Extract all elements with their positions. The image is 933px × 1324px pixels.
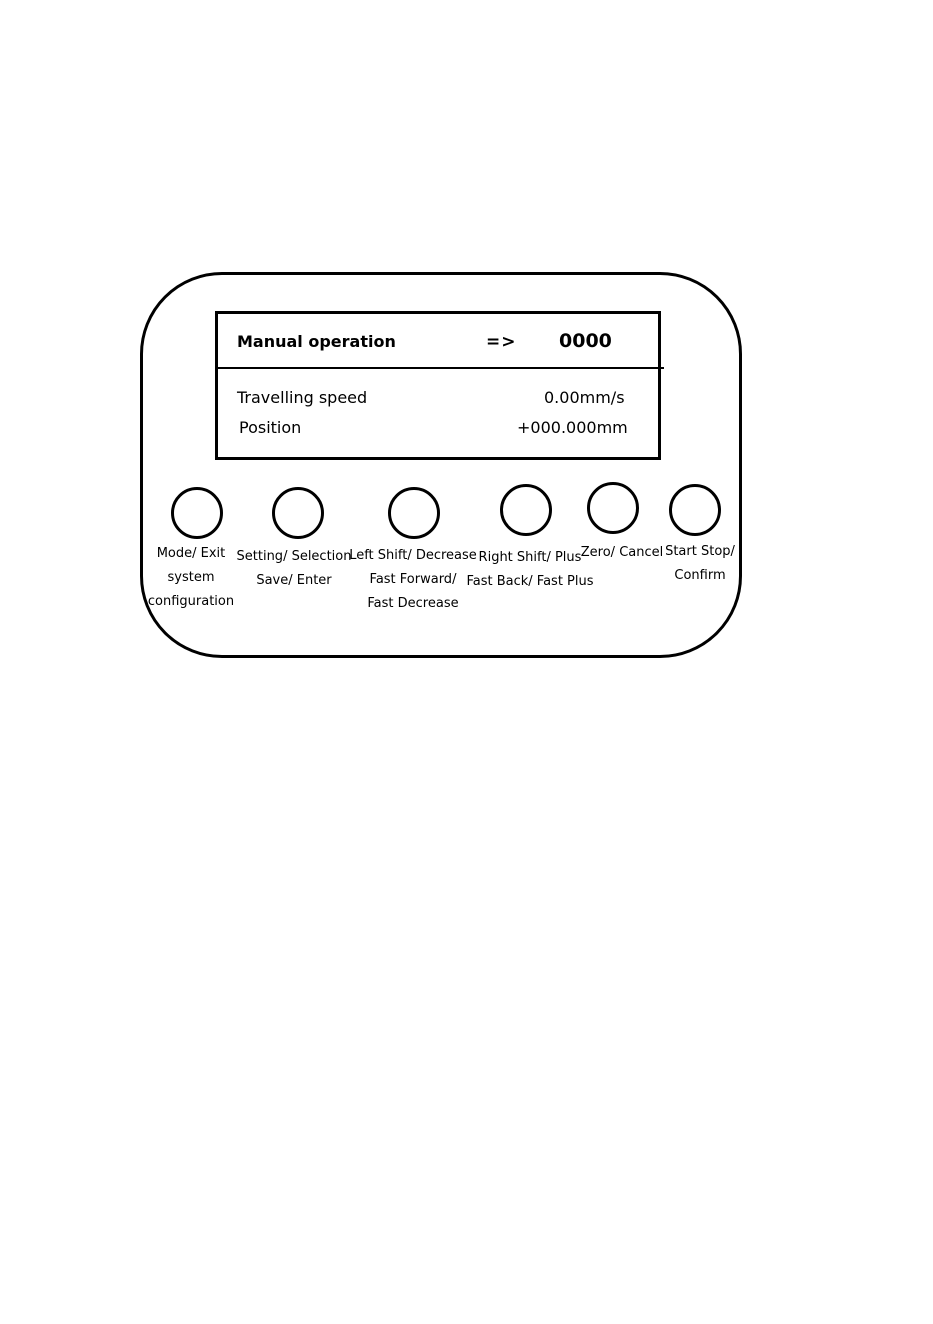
travelling-speed-value: 0.00mm/s xyxy=(544,388,625,407)
position-label: Position xyxy=(239,418,302,437)
display-mode-title: Manual operation xyxy=(237,332,396,351)
left-shift-decrease-button-label xyxy=(348,544,478,616)
start-stop-confirm-button[interactable] xyxy=(669,484,721,536)
setting-selection-label-line-1: Setting/ Selection xyxy=(236,549,352,564)
start-stop-label-line-2: Confirm xyxy=(674,568,726,583)
display-mode-value: 0000 xyxy=(559,330,612,352)
mode-exit-button-label xyxy=(131,542,251,614)
right-shift-plus-button-label xyxy=(465,546,595,594)
left-shift-label-line-1: Left Shift/ Decrease xyxy=(349,548,477,563)
right-shift-plus-button[interactable] xyxy=(500,484,552,536)
zero-cancel-button[interactable] xyxy=(587,482,639,534)
start-stop-confirm-button-label xyxy=(660,540,740,588)
mode-exit-label-line-1: Mode/ Exit xyxy=(156,546,226,561)
zero-cancel-label-line-1: Zero/ Cancel xyxy=(580,545,664,560)
right-shift-label-line-1: Right Shift/ Plus xyxy=(478,550,582,565)
mode-exit-label-line-2: system xyxy=(167,570,215,585)
right-shift-label-line-2: Fast Back/ Fast Plus xyxy=(466,574,594,589)
setting-selection-button[interactable] xyxy=(272,487,324,539)
position-value: +000.000mm xyxy=(517,418,628,437)
setting-selection-button-label xyxy=(234,545,354,593)
display-arrow: => xyxy=(486,332,517,352)
zero-cancel-button-label xyxy=(577,541,667,565)
setting-selection-label-line-2: Save/ Enter xyxy=(256,573,332,588)
left-shift-label-line-3: Fast Decrease xyxy=(367,596,459,611)
mode-exit-label-line-3: configuration xyxy=(147,594,235,609)
left-shift-label-line-2: Fast Forward/ xyxy=(369,572,457,587)
mode-exit-button[interactable] xyxy=(171,487,223,539)
left-shift-decrease-button[interactable] xyxy=(388,487,440,539)
start-stop-label-line-1: Start Stop/ xyxy=(665,544,735,559)
display-divider xyxy=(215,367,664,369)
travelling-speed-label: Travelling speed xyxy=(237,388,368,407)
